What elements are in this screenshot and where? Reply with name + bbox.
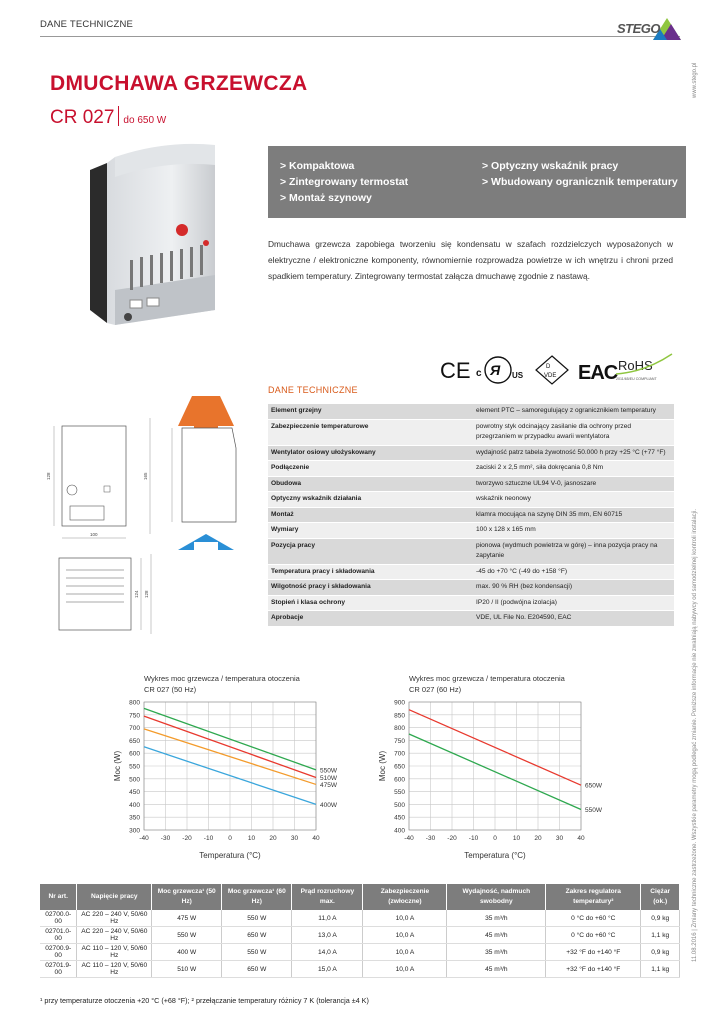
- spec-value: powrotny styk odcinający zasilanie dla ochrony przed przegrzaniem w przypadku awarii wentylatora: [473, 419, 674, 445]
- rohs-mark: RoHS: [618, 358, 653, 373]
- table-cell: 550 W: [222, 944, 292, 961]
- y-tick-label: 300: [129, 827, 140, 835]
- table-row: [40, 910, 680, 927]
- y-axis-label: Moc (W): [378, 750, 387, 782]
- table-row: [40, 927, 680, 944]
- spec-key: Wilgotność pracy i składowania: [268, 580, 473, 596]
- eac-mark: EAC: [578, 362, 618, 384]
- svg-text:100: 100: [90, 532, 98, 537]
- spec-key: Temperatura pracy i składowania: [268, 564, 473, 580]
- table-cell: AC 220 – 240 V, 50/60 Hz: [77, 910, 152, 927]
- y-tick-label: 500: [394, 801, 405, 809]
- spec-key: Montaż: [268, 507, 473, 523]
- spec-row: [268, 595, 674, 611]
- y-tick-label: 800: [129, 699, 140, 707]
- spec-row: [268, 419, 674, 445]
- x-tick-label: 10: [247, 835, 256, 842]
- feature-item: > Wbudowany ogranicznik temperatury: [482, 176, 678, 188]
- x-tick-label: -10: [468, 835, 479, 842]
- table-cell: 0 °C do +60 °C: [546, 910, 641, 927]
- table-cell: 02700.9-00: [40, 944, 77, 961]
- spec-key: Wymiary: [268, 523, 473, 539]
- spec-value: max. 90 % RH (bez kondensacji): [473, 580, 674, 596]
- table-cell: 510 W: [152, 961, 222, 978]
- svg-text:VDE: VDE: [544, 373, 557, 379]
- x-tick-label: 10: [512, 835, 521, 842]
- y-tick-label: 600: [129, 750, 140, 758]
- y-tick-label: 750: [129, 712, 140, 720]
- table-cell: 45 m³/h: [447, 961, 546, 978]
- svg-text:124: 124: [134, 590, 139, 598]
- spec-row: [268, 523, 674, 539]
- chart-svg: [100, 672, 350, 872]
- ce-mark: CE: [440, 358, 471, 383]
- y-tick-label: 650: [129, 737, 140, 745]
- svg-text:Я: Я: [490, 362, 501, 378]
- table-header: Napięcie pracy: [77, 884, 152, 910]
- vde-mark: [536, 356, 568, 384]
- front-view: [62, 426, 126, 526]
- y-tick-label: 400: [129, 801, 140, 809]
- spec-row: [268, 564, 674, 580]
- spec-row: [268, 461, 674, 477]
- x-tick-label: 0: [493, 835, 497, 842]
- table-cell: 10,0 A: [363, 944, 447, 961]
- spec-key: Stopień i klasa ochrony: [268, 595, 473, 611]
- table-header: Moc grzewcza¹ (60 Hz): [222, 884, 292, 910]
- x-tick-label: 40: [577, 835, 585, 842]
- table-cell: 550 W: [222, 910, 292, 927]
- spec-value: pionowa (wydmuch powietrza w górę) – inna pozycja pracy na zapytanie: [473, 538, 674, 564]
- chart-subtitle: CR 027 (60 Hz): [409, 685, 462, 694]
- y-tick-label: 550: [129, 763, 140, 771]
- y-axis-label: Moc (W): [113, 750, 122, 782]
- y-tick-label: 500: [129, 776, 140, 784]
- svg-text:128: 128: [144, 590, 149, 598]
- table-cell: 400 W: [152, 944, 222, 961]
- series-label: 475W: [320, 781, 337, 789]
- table-cell: 475 W: [152, 910, 222, 927]
- x-tick-label: -40: [404, 835, 414, 842]
- series-label: 400W: [320, 801, 337, 809]
- table-cell: 1,1 kg: [641, 927, 680, 944]
- spec-key: Zabezpieczenie temperaturowe: [268, 419, 473, 445]
- x-axis-label: Temperatura (°C): [464, 851, 526, 860]
- spec-row: [268, 404, 674, 419]
- svg-text:165: 165: [143, 472, 148, 480]
- model-name: CR 027: [50, 107, 115, 128]
- series-label: 510W: [320, 775, 337, 783]
- y-tick-label: 700: [129, 725, 140, 733]
- stego-logo: [615, 14, 685, 44]
- table-cell: 10,0 A: [363, 961, 447, 978]
- header-divider: [40, 36, 680, 37]
- spec-row: [268, 492, 674, 508]
- y-tick-label: 450: [394, 814, 405, 822]
- svg-text:D: D: [546, 364, 551, 370]
- table-cell: 1,1 kg: [641, 961, 680, 978]
- tech-data-title: DANE TECHNICZNE: [268, 385, 358, 395]
- table-cell: AC 110 – 120 V, 50/60 Hz: [77, 944, 152, 961]
- table-cell: AC 110 – 120 V, 50/60 Hz: [77, 961, 152, 978]
- svg-text:2011/65/EU COMPLIANT: 2011/65/EU COMPLIANT: [616, 377, 657, 381]
- feature-item: > Montaż szynowy: [280, 192, 372, 204]
- spec-key: Wentylator osiowy ułożyskowany: [268, 445, 473, 461]
- article-table: [40, 884, 680, 978]
- y-tick-label: 450: [129, 789, 140, 797]
- y-tick-label: 700: [394, 750, 405, 758]
- y-tick-label: 850: [394, 712, 405, 720]
- y-tick-label: 350: [129, 814, 140, 822]
- ul-us-text: US: [512, 371, 524, 380]
- footnote: ¹ przy temperaturze otoczenia +20 °C (+68 °F); ² przełączanie temperatury różnicy 7 K (tolerancja ±4 K): [40, 996, 369, 1005]
- svg-text:128: 128: [46, 472, 51, 480]
- spec-table: [268, 404, 674, 627]
- table-cell: 14,0 A: [292, 944, 363, 961]
- spec-value: wydajność patrz tabela żywotność 50.000 h przy +25 °C (+77 °F): [473, 445, 674, 461]
- table-row: [40, 944, 680, 961]
- y-tick-label: 550: [394, 789, 405, 797]
- airflow-out-arrow: [178, 396, 234, 432]
- product-description: Dmuchawa grzewcza zapobiega tworzeniu się kondensatu w szafach rozdzielczych wyposażonych w elektryczne / elektroniczne komponenty, równomiernie rozprowadza powietrze w ich wnętrzu i chroni przed spadkiem temperatury. Zintegrowany termostat załącza dmuchawę zgodnie z nastawą.: [268, 239, 673, 281]
- table-header: Zakres regulatora temperatury²: [546, 884, 641, 910]
- table-header: Zabezpieczenie (zwłoczne): [363, 884, 447, 910]
- feature-item: > Optyczny wskaźnik pracy: [482, 160, 619, 172]
- x-tick-label: 30: [290, 835, 299, 842]
- table-cell: AC 220 – 240 V, 50/60 Hz: [77, 927, 152, 944]
- website-text: www.stego.pl: [692, 62, 698, 98]
- chart-subtitle: CR 027 (50 Hz): [144, 685, 197, 694]
- table-cell: 35 m³/h: [447, 944, 546, 961]
- table-cell: 650 W: [222, 927, 292, 944]
- table-row: [40, 961, 680, 978]
- spec-value: element PTC – samoregulujący z ogranicznikiem temperatury: [473, 404, 674, 419]
- features-left: [280, 158, 408, 206]
- spec-row: [268, 476, 674, 492]
- brand-text: STEGO: [617, 21, 661, 36]
- table-cell: 650 W: [222, 961, 292, 978]
- spec-key: Element grzejny: [268, 404, 473, 419]
- subtitle-separator: [118, 106, 119, 126]
- x-tick-label: -40: [139, 835, 149, 842]
- table-cell: 45 m³/h: [447, 927, 546, 944]
- feature-item: > Kompaktowa: [280, 160, 355, 172]
- chart-title: Wykres moc grzewcza / temperatura otoczenia: [144, 674, 300, 683]
- table-cell: 02701.0-00: [40, 927, 77, 944]
- spec-key: Pozycja pracy: [268, 538, 473, 564]
- chart-50hz: [100, 672, 350, 872]
- table-cell: 02701.9-00: [40, 961, 77, 978]
- x-tick-label: 40: [312, 835, 320, 842]
- spec-value: VDE, UL File No. E204590, EAC: [473, 611, 674, 627]
- y-tick-label: 600: [394, 776, 405, 784]
- product-image: [85, 135, 225, 335]
- spec-value: tworzywo sztuczne UL94 V-0, jasnoszare: [473, 476, 674, 492]
- x-tick-label: -30: [160, 835, 171, 842]
- series-label: 650W: [585, 782, 602, 790]
- product-title: DMUCHAWA GRZEWCZA: [50, 72, 308, 95]
- series-label: 550W: [585, 807, 602, 815]
- disclaimer-text: 11.08.2016 | Zmiany techniczne zastrzeżone. Wszystkie parametry mogą podlegać zmianie. Poniższe informacje nie zwalniają nabywcy od samodzielnej kontroli instalacji.: [692, 509, 698, 962]
- y-tick-label: 800: [394, 725, 405, 733]
- certification-logos: [440, 352, 675, 388]
- table-cell: 10,0 A: [363, 910, 447, 927]
- spec-key: Podłączenie: [268, 461, 473, 477]
- spec-row: [268, 445, 674, 461]
- spec-key: Obudowa: [268, 476, 473, 492]
- spec-value: klamra mocująca na szynę DIN 35 mm, EN 60715: [473, 507, 674, 523]
- table-cell: 0 °C do +60 °C: [546, 927, 641, 944]
- table-cell: 11,0 A: [292, 910, 363, 927]
- y-tick-label: 750: [394, 737, 405, 745]
- table-cell: 550 W: [152, 927, 222, 944]
- table-cell: +32 °F do +140 °F: [546, 961, 641, 978]
- section-header: DANE TECHNICZNE: [40, 19, 134, 30]
- table-header: Wydajność, nadmuch swobodny: [447, 884, 546, 910]
- x-tick-label: -20: [447, 835, 457, 842]
- product-subtitle: [50, 106, 166, 129]
- spec-value: zaciski 2 x 2,5 mm², siła dokręcania 0,8 Nm: [473, 461, 674, 477]
- x-tick-label: 30: [555, 835, 564, 842]
- table-cell: +32 °F do +140 °F: [546, 944, 641, 961]
- spec-row: [268, 580, 674, 596]
- x-tick-label: -10: [203, 835, 214, 842]
- airflow-in-arrow: [178, 534, 234, 550]
- spec-value: wskaźnik neonowy: [473, 492, 674, 508]
- table-header: Prąd rozruchowy max.: [292, 884, 363, 910]
- chart-60hz: [365, 672, 615, 872]
- x-tick-label: 20: [269, 835, 277, 842]
- x-tick-label: -20: [182, 835, 192, 842]
- chart-title: Wykres moc grzewcza / temperatura otoczenia: [409, 674, 565, 683]
- y-tick-label: 900: [394, 699, 405, 707]
- x-tick-label: 0: [228, 835, 232, 842]
- spec-value: 100 x 128 x 165 mm: [473, 523, 674, 539]
- table-header: Nr art.: [40, 884, 77, 910]
- spec-row: [268, 507, 674, 523]
- side-view: [182, 428, 236, 522]
- spec-value: -45 do +70 °C (-49 do +158 °F): [473, 564, 674, 580]
- x-axis-label: Temperatura (°C): [199, 851, 261, 860]
- table-cell: 13,0 A: [292, 927, 363, 944]
- spec-row: [268, 611, 674, 627]
- table-cell: 35 m³/h: [447, 910, 546, 927]
- y-tick-label: 400: [394, 827, 405, 835]
- features-right: [482, 158, 678, 190]
- spec-key: Optyczny wskaźnik działania: [268, 492, 473, 508]
- table-cell: 15,0 A: [292, 961, 363, 978]
- chart-svg: [365, 672, 615, 872]
- table-header: Moc grzewcza¹ (50 Hz): [152, 884, 222, 910]
- table-cell: 10,0 A: [363, 927, 447, 944]
- spec-value: IP20 / II (podwójna izolacja): [473, 595, 674, 611]
- table-cell: 0,9 kg: [641, 910, 680, 927]
- table-cell: 0,9 kg: [641, 944, 680, 961]
- x-tick-label: -30: [425, 835, 436, 842]
- feature-item: > Zintegrowany termostat: [280, 176, 409, 188]
- power-range: do 650 W: [123, 115, 167, 126]
- y-tick-label: 650: [394, 763, 405, 771]
- technical-drawing: [44, 388, 254, 638]
- features-box: [268, 146, 686, 218]
- spec-row: [268, 538, 674, 564]
- spec-key: Aprobacje: [268, 611, 473, 627]
- table-header: Ciężar (ok.): [641, 884, 680, 910]
- table-cell: 02700.0-00: [40, 910, 77, 927]
- x-tick-label: 20: [534, 835, 542, 842]
- series-label: 550W: [320, 767, 337, 775]
- ul-c-text: c: [476, 368, 482, 379]
